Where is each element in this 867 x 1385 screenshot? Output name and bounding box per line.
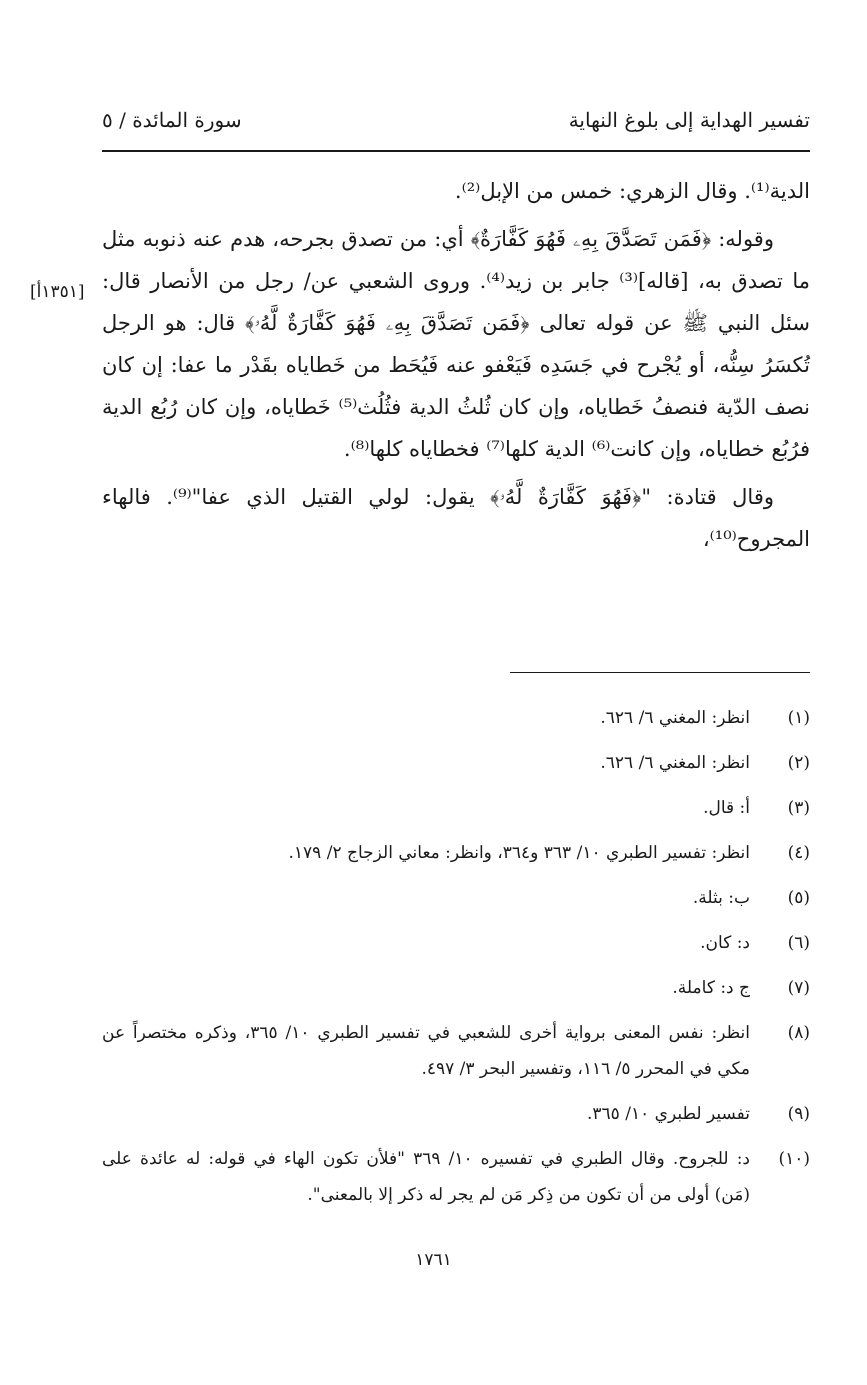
footnote-number: (٨): [787, 1023, 810, 1043]
footnote: [102, 970, 810, 1006]
footnote: [102, 925, 810, 961]
footnote: [102, 880, 810, 916]
footnote-number: (٤): [787, 843, 810, 863]
footnote-number: (٩): [787, 1104, 810, 1124]
footnote-text: انظر: المغني ٦/ ٦٢٦.: [600, 753, 750, 773]
footnote-number: (٧): [787, 978, 810, 998]
footnote: [102, 1141, 810, 1213]
paragraph: وقوله: ﴿فَمَن تَصَدَّقَ بِهِۦ فَهُوَ كَفَّارَةٌ﴾ أي: من تصدق بجرحه، هدم عنه ذنوبه مثل ما تصدق به، [قاله]⁽³⁾ جابر بن زيد⁽⁴⁾. وروى الشعبي عن/ رجل من الأنصار قال: سئل النبي ﷺ عن قوله تعالى ﴿فَمَن تَصَدَّقَ بِهِۦ فَهُوَ كَفَّارَةٌ لَّهُۥ﴾ قال: هو الرجل تُكسَرُ سِنُّه، أو يُجْرح في جَسَدِه فَيَعْفو عنه فَيُحَط من خَطاياه بقَدْر ما عفا: إن كان نصف الدّية فنصفُ خَطاياه، وإن كان ثُلثُ الدية فثُلُث⁽⁵⁾ خَطاياه، وإن كان رُبُع الدية فرُبُع خطاياه، وإن كانت⁽⁶⁾ الدية كلها⁽⁷⁾ فخطاياه كلها⁽⁸⁾.: [102, 227, 811, 461]
footnote: [102, 790, 810, 826]
footnotes: [102, 700, 810, 1222]
book-title: تفسير الهداية إلى بلوغ النهاية: [568, 108, 810, 132]
footnote-text: أ: قال.: [703, 798, 750, 818]
footnote-number: (٦): [787, 933, 810, 953]
footnote: [102, 1096, 810, 1132]
paragraph: وقال قتادة: "﴿فَهُوَ كَفَّارَةٌ لَّهُۥ﴾ يقول: لولي القتيل الذي عفا"⁽⁹⁾. فالهاء المجروح⁽¹⁰⁾،: [102, 485, 810, 551]
footnote: [102, 835, 810, 871]
footnote-text: انظر: نفس المعنى برواية أخرى للشعبي في تفسير الطبري ١٠/ ٣٦٥، وذكره مختصراً عن مكي في المحرر ٥/ ١١٦، وتفسير البحر ٣/ ٤٩٧.: [102, 1023, 750, 1079]
page-header: [102, 108, 810, 144]
footnote-text: د: كان.: [700, 933, 750, 953]
paragraph: الدية⁽¹⁾. وقال الزهري: خمس من الإبل⁽²⁾.: [454, 179, 810, 203]
footnote: [102, 700, 810, 736]
main-text: [102, 170, 810, 566]
footnote-number: (١): [787, 708, 810, 728]
footnote-text: انظر: تفسير الطبري ١٠/ ٣٦٣ و٣٦٤، وانظر: معاني الزجاج ٢/ ١٧٩.: [288, 843, 750, 863]
footnote-number: (٥): [787, 888, 810, 908]
page-number: ١٧٦١: [415, 1250, 452, 1270]
footnote-text: ج د: كاملة.: [672, 978, 750, 998]
footnote-number: (٢): [787, 753, 810, 773]
footnote-text: تفسير لطبري ١٠/ ٣٦٥.: [587, 1104, 750, 1124]
footnote-number: (٣): [787, 798, 810, 818]
surah-label: سورة المائدة / ٥: [102, 108, 242, 132]
manuscript-folio-note: [١٣٥١أ]: [30, 282, 85, 302]
footnote: [102, 745, 810, 781]
footnote-text: د: للجروح. وقال الطبري في تفسيره ١٠/ ٣٦٩ "فلأن تكون الهاء في قوله: له عائدة على (مَن) أولى من أن تكون من ذِكر مَن لم يجر له ذكر إلا بالمعنى".: [102, 1149, 750, 1205]
footnote-text: ب: بثلة.: [692, 888, 750, 908]
footnote-number: (١٠): [778, 1149, 810, 1169]
footnote-text: انظر: المغني ٦/ ٦٢٦.: [600, 708, 750, 728]
header-divider: [102, 150, 810, 152]
footnote: [102, 1015, 810, 1087]
footnote-divider: [510, 672, 810, 673]
